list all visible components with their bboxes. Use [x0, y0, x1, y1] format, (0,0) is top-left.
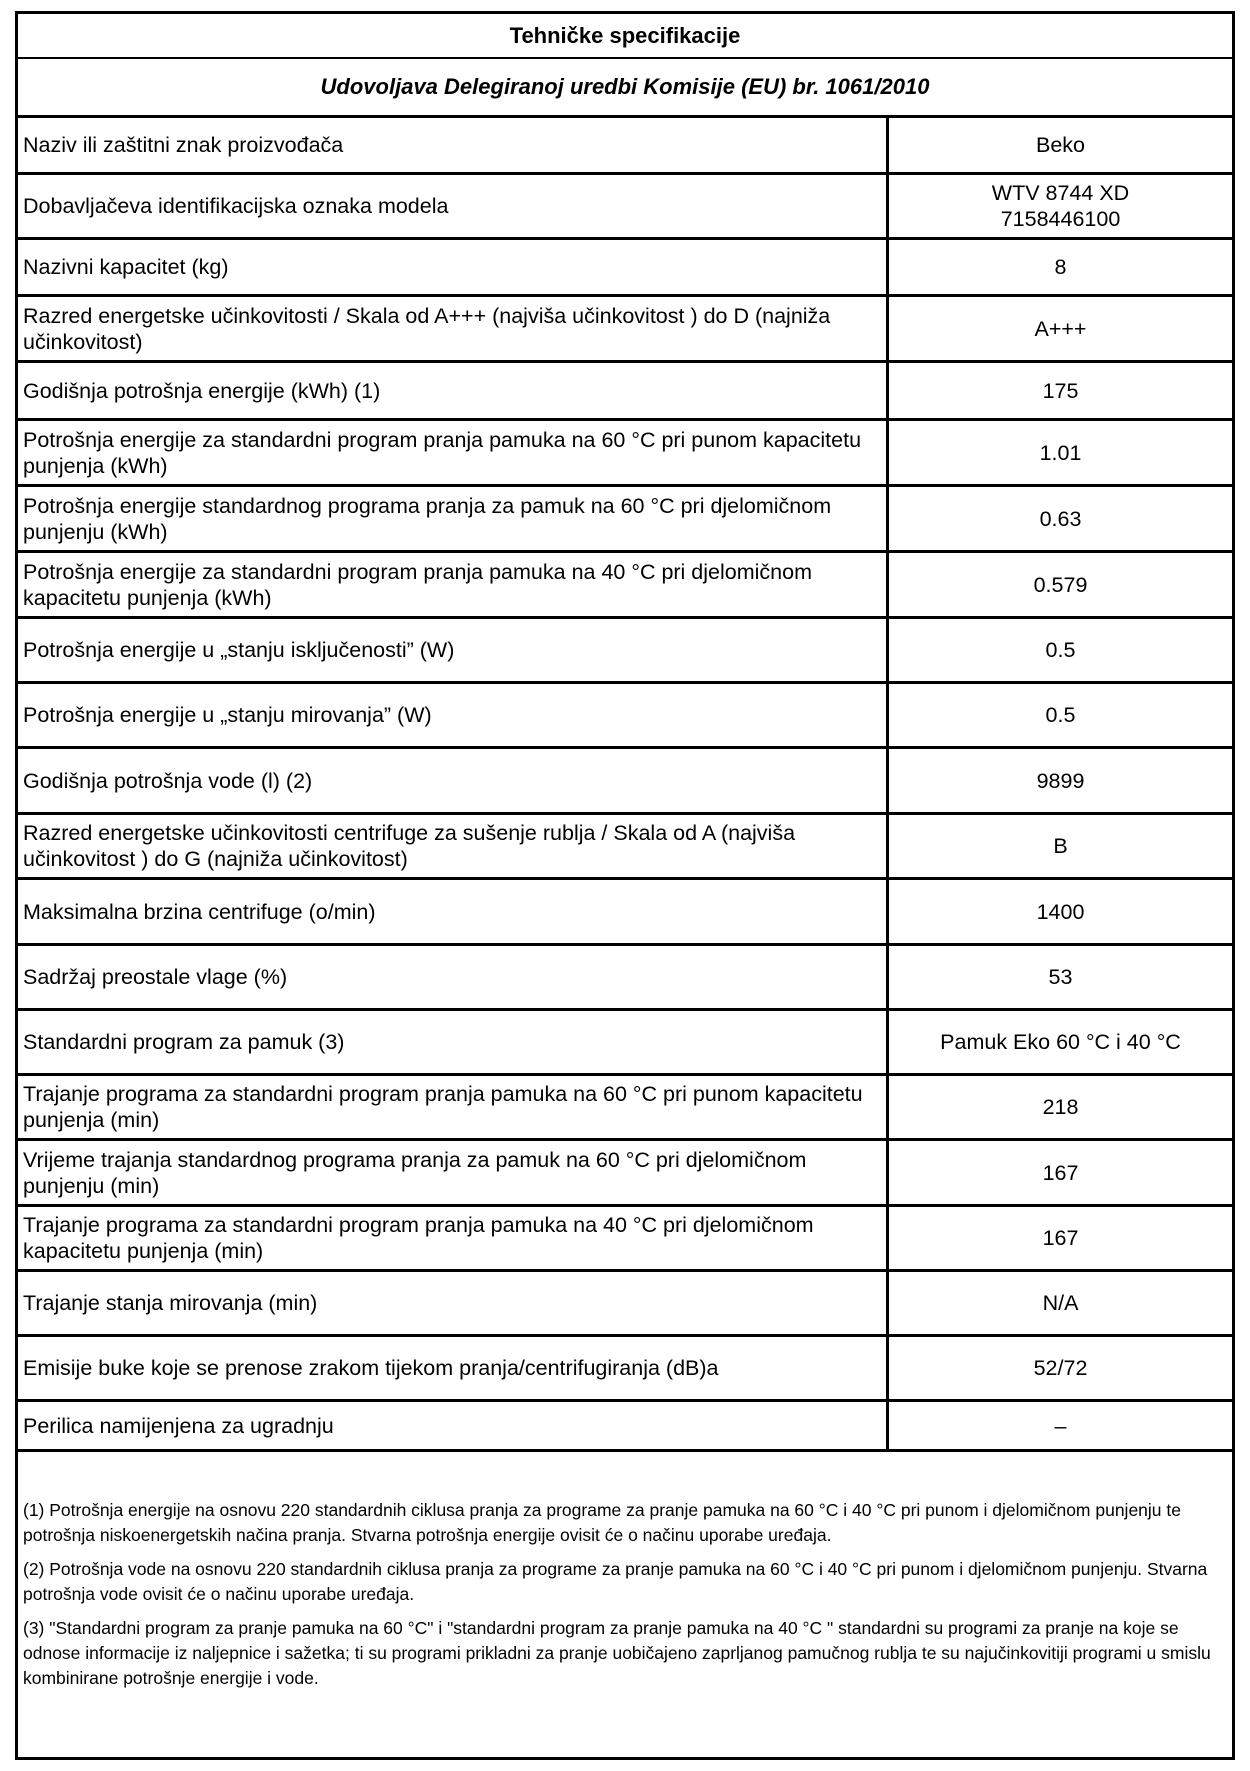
- table-row: [18, 1402, 1232, 1452]
- row-label: Potrošnja energije standardnog programa pranja za pamuk na 60 °C pri djelomičnom punjenju (kWh): [18, 487, 889, 550]
- footnote-3: (3) "Standardni program za pranje pamuka na 60 °C" i "standardni program za pranje pamuka na 40 °C " standardni su programi za pranje na koje se odnose informacije iz naljepnice i sažetka; ti su programi prikladni za pranje uobičajeno zaprljanog pamučnog rublja te su najučinkovitiji programi u smislu kombinirane potrošnje energije i vode.: [23, 1618, 1211, 1688]
- table-row: [18, 880, 1232, 946]
- row-label: Emisije buke koje se prenose zrakom tijekom pranja/centrifugiranja (dB)a: [18, 1337, 889, 1399]
- table-row: [18, 815, 1232, 880]
- footnote-2: (2) Potrošnja vode na osnovu 220 standardnih ciklusa pranja za programe za pranje pamuka na 60 °C i 40 °C pri punom i djelomičnom punjenju. Stvarna potrošnja vode ovisit će o načinu uporabe uređaja.: [23, 1559, 1208, 1604]
- row-label: Razred energetske učinkovitosti / Skala od A+++ (najviša učinkovitost ) do D (najniža učinkovitost): [18, 297, 889, 360]
- table-row: [18, 1076, 1232, 1141]
- table-row: [18, 946, 1232, 1011]
- row-value: Beko: [1035, 133, 1085, 157]
- row-label: Razred energetske učinkovitosti centrifuge za sušenje rublja / Skala od A (najviša učinkovitost ) do G (najniža učinkovitost): [18, 815, 889, 877]
- table-row: [18, 1011, 1232, 1076]
- table-row: [18, 1272, 1232, 1337]
- row-value: 167: [1042, 1160, 1079, 1185]
- row-value: Pamuk Eko 60 °C i 40 °C: [940, 1030, 1181, 1054]
- row-value: 8: [1054, 255, 1067, 279]
- row-value: 53: [1048, 965, 1073, 989]
- footnotes: [18, 1492, 1232, 1700]
- row-label: Potrošnja energije u „stanju mirovanja” (W): [18, 684, 889, 746]
- row-value: 0.5: [1045, 638, 1076, 662]
- row-label: Potrošnja energije za standardni program pranja pamuka na 60 °C pri punom kapacitetu punjenja (kWh): [18, 421, 889, 484]
- table-row: [18, 749, 1232, 815]
- table-row: [18, 619, 1232, 684]
- row-label: Naziv ili zaštitni znak proizvođača: [18, 118, 889, 172]
- table-row: [18, 1337, 1232, 1402]
- table-row: [18, 363, 1232, 421]
- row-value: 175: [1042, 378, 1079, 403]
- row-value: 0.579: [1033, 572, 1088, 597]
- row-label: Vrijeme trajanja standardnog programa pranja za pamuk na 60 °C pri djelomičnom punjenju (min): [18, 1141, 889, 1204]
- table-row: [18, 1141, 1232, 1207]
- row-label: Dobavljačeva identifikacijska oznaka modela: [18, 175, 889, 237]
- row-label: Nazivni kapacitet (kg): [18, 240, 889, 294]
- page-title: Tehničke specifikacije: [18, 14, 1232, 59]
- row-label: Trajanje programa za standardni program pranja pamuka na 60 °C pri punom kapacitetu punjenja (min): [18, 1076, 889, 1138]
- table-row: [18, 553, 1232, 619]
- table-row: [18, 240, 1232, 297]
- table-row: [18, 1207, 1232, 1272]
- row-label: Perilica namijenjena za ugradnju: [18, 1402, 889, 1449]
- row-label: Potrošnja energije u „stanju isključenosti” (W): [18, 619, 889, 681]
- table-row: [18, 297, 1232, 363]
- row-value: 167: [1042, 1226, 1079, 1250]
- row-value: 218: [1042, 1095, 1079, 1119]
- row-label: Sadržaj preostale vlage (%): [18, 946, 889, 1008]
- row-label: Godišnja potrošnja energije (kWh) (1): [18, 363, 889, 418]
- table-row: [18, 487, 1232, 553]
- row-value: 0.5: [1045, 703, 1076, 727]
- regulation-subtitle: Udovoljava Delegiranoj uredbi Komisije (EU) br. 1061/2010: [18, 59, 1232, 118]
- row-value: A+++: [1034, 316, 1087, 341]
- row-value: 1400: [1036, 899, 1085, 924]
- row-value: WTV 8744 XD 7158446100: [991, 181, 1130, 231]
- row-label: Trajanje programa za standardni program pranja pamuka na 40 °C pri djelomičnom kapacitetu punjenja (min): [18, 1207, 889, 1269]
- row-label: Maksimalna brzina centrifuge (o/min): [18, 880, 889, 943]
- row-label: Standardni program za pamuk (3): [18, 1011, 889, 1073]
- row-value: 9899: [1036, 768, 1085, 793]
- row-value: 1.01: [1039, 440, 1082, 465]
- row-value: B: [1053, 834, 1068, 858]
- spec-sheet: [15, 11, 1235, 1760]
- table-row: [18, 118, 1232, 175]
- row-label: Godišnja potrošnja vode (l) (2): [18, 749, 889, 812]
- row-value: 0.63: [1039, 506, 1082, 531]
- footnote-1: (1) Potrošnja energije na osnovu 220 standardnih ciklusa pranja za programe za pranje pamuka na 60 °C i 40 °C pri punom i djelomičnom punjenju te potrošnja niskoenergetskih načina pranja. Stvarna potrošnja energije ovisit će o načinu uporabe uređaja.: [23, 1500, 1181, 1545]
- row-label: Trajanje stanja mirovanja (min): [18, 1272, 889, 1334]
- table-row: [18, 175, 1232, 240]
- table-row: [18, 684, 1232, 749]
- table-row: [18, 421, 1232, 487]
- row-label: Potrošnja energije za standardni program pranja pamuka na 40 °C pri djelomičnom kapacitetu punjenja (kWh): [18, 553, 889, 616]
- row-value: N/A: [1042, 1291, 1079, 1315]
- row-value: 52/72: [1033, 1356, 1088, 1380]
- row-value: –: [1054, 1413, 1067, 1438]
